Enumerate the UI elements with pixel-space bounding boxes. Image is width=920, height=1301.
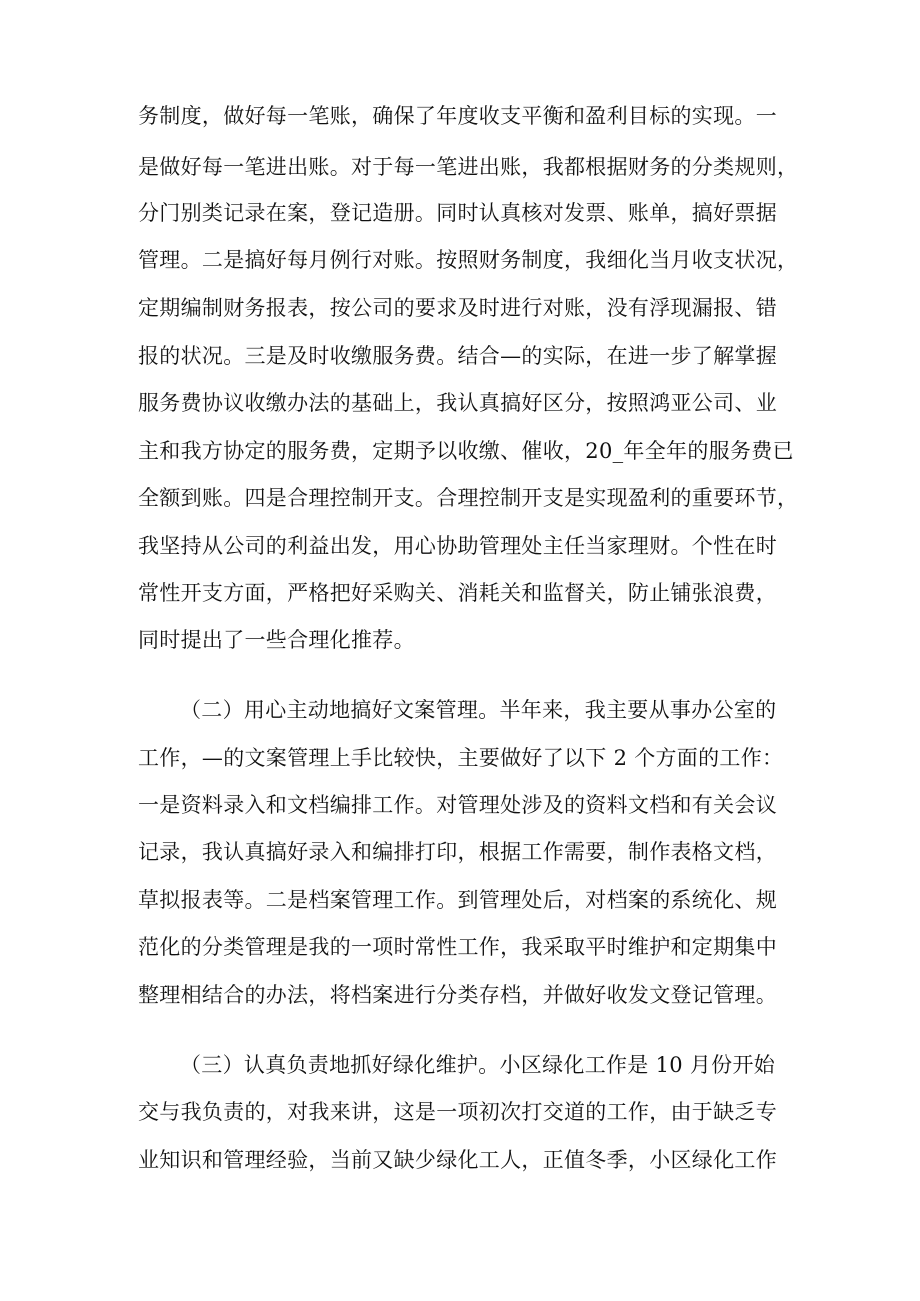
paragraph-1-line: 分门别类记录在案，登记造册。同时认真核对发票、账单，搞好票据 [138,201,777,225]
paragraph-1-line: 主和我方协定的服务费，定期予以收缴、催收，20_年全年的服务费已 [138,439,794,463]
paragraph-3-line: 业知识和管理经验，当前又缺少绿化工人，正值冬季，小区绿化工作 [138,1148,777,1172]
paragraph-1-line: 是做好每一笔进出账。对于每一笔进出账，我都根据财务的分类规则， [138,155,799,179]
paragraph-1-line: 常性开支方面，严格把好采购关、消耗关和监督关，防止铺张浪费， [138,581,777,605]
paragraph-3-line: （三）认真负责地抓好绿化维护。小区绿化工作是 10 月份开始 [180,1053,776,1077]
paragraph-1-line: 我坚持从公司的利益出发，用心协助管理处主任当家理财。个性在时 [138,534,777,558]
paragraph-1-line: 管理。二是搞好每月例行对账。按照财务制度，我细化当月收支状况， [138,248,799,272]
paragraph-1-line: 服务费协议收缴办法的基础上，我认真搞好区分，按照鸿亚公司、业 [138,391,777,415]
paragraph-2-line: 一是资料录入和文档编排工作。对管理处涉及的资料文档和有关会议 [138,793,777,817]
paragraph-1-line: 报的状况。三是及时收缴服务费。结合—的实际，在进一步了解掌握 [138,344,777,368]
paragraph-2-line: 范化的分类管理是我的一项时常性工作，我采取平时维护和定期集中 [138,935,777,959]
paragraph-2-line: 整理相结合的办法，将档案进行分类存档，并做好收发文登记管理。 [138,983,777,1007]
paragraph-3-line: 交与我负责的，对我来讲，这是一项初次打交道的工作，由于缺乏专 [138,1100,777,1124]
paragraph-2-line: （二）用心主动地搞好文案管理。半年来，我主要从事办公室的 [180,698,777,722]
paragraph-2-line: 记录，我认真搞好录入和编排打印，根据工作需要，制作表格文档， [138,840,777,864]
paragraph-2-line: 工作，—的文案管理上手比较快，主要做好了以下 2 个方面的工作： [138,746,784,770]
paragraph-1-line: 同时提出了一些合理化推荐。 [138,628,415,652]
paragraph-2-line: 草拟报表等。二是档案管理工作。到管理处后，对档案的系统化、规 [138,888,777,912]
paragraph-1-line: 全额到账。四是合理控制开支。合理控制开支是实现盈利的重要环节， [138,486,799,510]
paragraph-1-line: 定期编制财务报表，按公司的要求及时进行对账，没有浮现漏报、错 [138,296,777,320]
paragraph-1-line: 务制度，做好每一笔账，确保了年度收支平衡和盈利目标的实现。一 [138,104,777,128]
